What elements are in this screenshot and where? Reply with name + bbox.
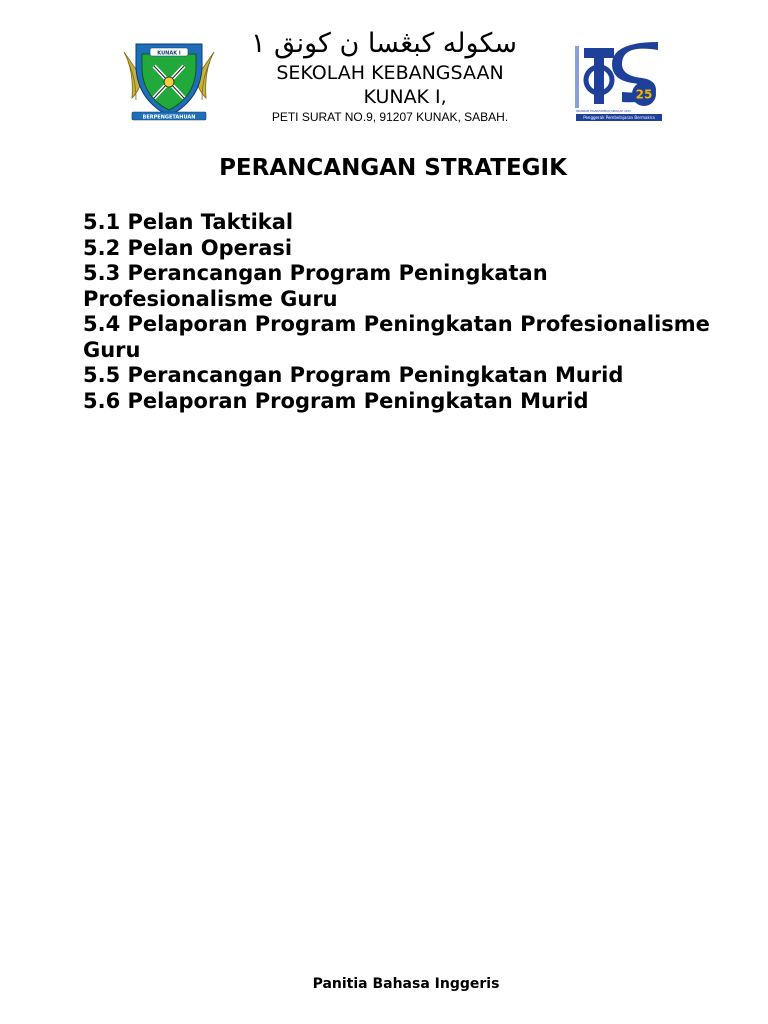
- item-number: 5.5: [83, 363, 121, 387]
- school-name: SEKOLAH KEBANGSAAN KUNAK I,: [276, 62, 504, 108]
- jawi-school-name: سكوله كبڠسا ن كونق ١: [250, 28, 517, 59]
- crest-banner-text: KUNAK I: [157, 50, 181, 57]
- list-item: [83, 210, 723, 236]
- ts25-number: 25: [635, 87, 653, 102]
- page-title: PERANCANGAN STRATEGIK: [219, 155, 567, 181]
- item-text: Perancangan Program Peningkatan Murid: [127, 363, 624, 387]
- ts25-tagline: Penggerak Pembelajaran Bermakna: [583, 115, 655, 121]
- item-number: 5.4: [83, 312, 121, 336]
- item-number: 5.6: [83, 388, 121, 413]
- item-number: 5.3: [83, 261, 121, 285]
- list-item: [83, 261, 723, 312]
- list-item: [83, 389, 723, 415]
- item-text: Perancangan Program Peningkatan Profesionalisme Guru: [83, 261, 548, 311]
- item-number: 5.1: [83, 210, 121, 234]
- item-text: Pelan Taktikal: [127, 210, 294, 234]
- item-text: Pelan Operasi: [127, 235, 293, 260]
- contents-list: [83, 210, 723, 414]
- list-item: [83, 363, 723, 389]
- ts25-logo-icon: [572, 40, 666, 122]
- school-crest-icon: [122, 40, 216, 122]
- letterhead: [0, 0, 768, 130]
- ts25-caption: PROGRAM TRANSFORMASI SEKOLAH 2025: [576, 110, 631, 113]
- item-number: 5.2: [83, 235, 121, 260]
- footer-text: Panitia Bahasa Inggeris: [312, 976, 500, 992]
- item-text: Pelaporan Program Peningkatan Profesionalisme Guru: [83, 312, 710, 362]
- crest-motto-text: BERPENGETAHUAN: [142, 114, 196, 121]
- list-item: [83, 236, 723, 262]
- item-text: Pelaporan Program Peningkatan Murid: [127, 388, 589, 413]
- school-address: PETI SURAT NO.9, 91207 KUNAK, SABAH.: [271, 110, 509, 124]
- list-item: [83, 312, 723, 363]
